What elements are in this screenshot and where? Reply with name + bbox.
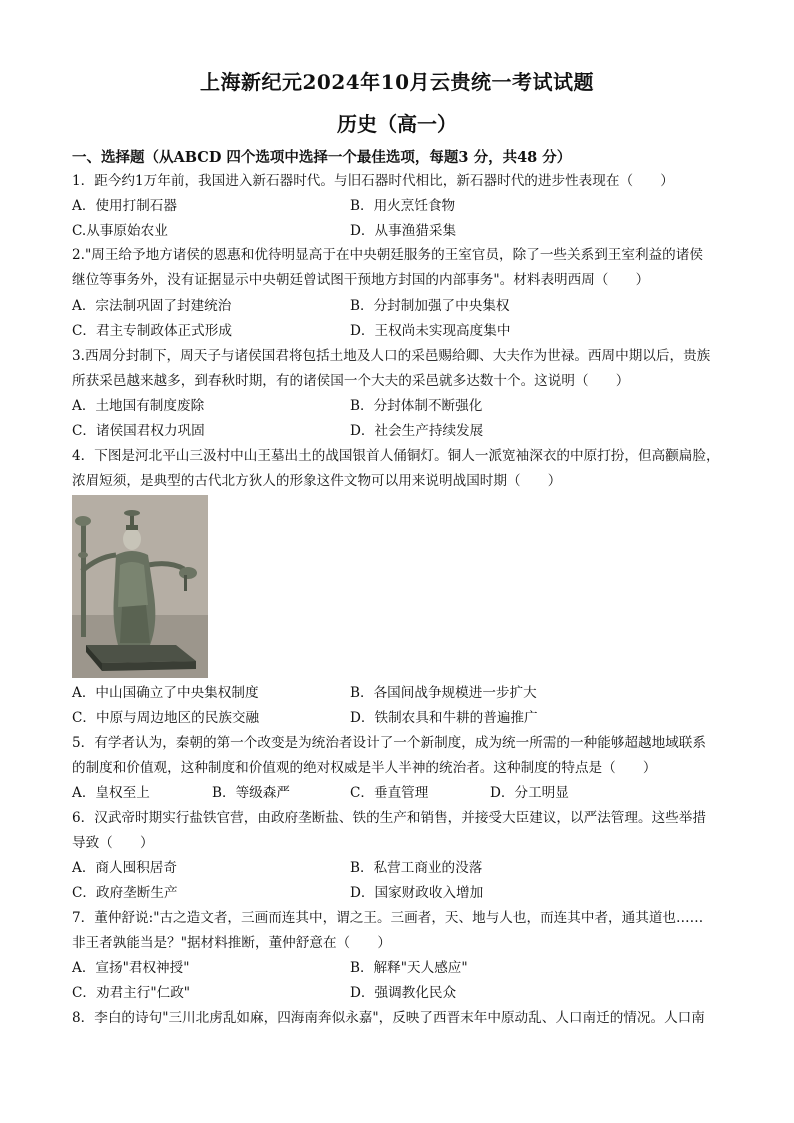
q3-option-d: D．社会生产持续发展: [350, 423, 484, 439]
exam-title: 上海新纪元2024年10月云贵统一考试试题: [200, 70, 594, 94]
question-8-stem-line1: 8．李白的诗句"三川北虏乱如麻，四海南奔似永嘉"，反映了西晋末年中原动乱、人口南迁的情况。人口南: [72, 1010, 705, 1026]
q5-option-d: D．分工明显: [490, 785, 569, 801]
q1-option-d: D．从事渔猎采集: [350, 223, 457, 239]
q7-option-d: D．强调教化民众: [350, 985, 457, 1001]
q5-option-b: B．等级森严: [212, 785, 290, 801]
q7-option-b: B．解释"天人感应": [350, 960, 468, 976]
q2-option-b: B．分封制加强了中央集权: [350, 298, 510, 314]
q6-option-c: C．政府垄断生产: [72, 885, 178, 901]
q1-option-a: A．使用打制石器: [72, 198, 177, 214]
q4-option-a: A．中山国确立了中央集权制度: [72, 685, 259, 701]
q1-option-b: B．用火烹饪食物: [350, 198, 456, 214]
q1-option-c: C.从事原始农业: [72, 223, 168, 239]
question-5-stem-line1: 5．有学者认为，秦朝的第一个改变是为统治者设计了一个新制度，成为统一所需的一种能够超越地域联系: [72, 735, 706, 751]
q3-option-b: B．分封体制不断强化: [350, 398, 483, 414]
q5-option-a: A．皇权至上: [72, 785, 150, 801]
q2-option-c: C．君主专制政体正式形成: [72, 323, 232, 339]
question-4-stem-line1: 4．下图是河北平山三汲村中山王墓出土的战国银首人俑铜灯。铜人一派宽袖深衣的中原打扮，但高颧扁脸，: [72, 448, 720, 464]
question-6-stem-line2: 导致（ ）: [72, 835, 154, 851]
question-3-stem-line1: 3.西周分封制下，周天子与诸侯国君将包括土地及人口的采邑赐给卿、大夫作为世禄。西周中期以后，贵族: [72, 348, 711, 364]
bronze-figure-lamp-image: [72, 495, 208, 678]
q4-option-d: D．铁制农具和牛耕的普遍推广: [350, 710, 538, 726]
question-7-stem-line2: 非王者孰能当是？"据材料推断，董仲舒意在（ ）: [72, 935, 391, 951]
q6-option-a: A．商人囤积居奇: [72, 860, 177, 876]
question-7-stem-line1: 7．董仲舒说:"古之造文者，三画而连其中，谓之王。三画者，天、地与人也，而连其中者，通其道也……: [72, 910, 704, 926]
q7-option-c: C．劝君主行"仁政": [72, 985, 191, 1001]
q7-option-a: A．宣扬"君权神授": [72, 960, 190, 976]
q5-option-c: C．垂直管理: [350, 785, 429, 801]
q6-option-b: B．私营工商业的没落: [350, 860, 483, 876]
q4-option-c: C．中原与周边地区的民族交融: [72, 710, 260, 726]
question-5-stem-line2: 的制度和价值观，这种制度和价值观的绝对权威是半人半神的统治者。这种制度的特点是（ ）: [72, 760, 657, 776]
subject-title: 历史（高一）: [337, 112, 457, 136]
question-1-stem: 1．距今约1万年前，我国进入新石器时代。与旧石器时代相比，新石器时代的进步性表现在（ ）: [72, 173, 674, 189]
q3-option-c: C．诸侯国君权力巩固: [72, 423, 205, 439]
question-6-stem-line1: 6．汉武帝时期实行盐铁官营，由政府垄断盐、铁的生产和销售，并接受大臣建议，以严法管理。这些举措: [72, 810, 706, 826]
q2-option-a: A．宗法制巩固了封建统治: [72, 298, 232, 314]
question-4-stem-line2: 浓眉短须，是典型的古代北方狄人的形象这件文物可以用来说明战国时期（ ）: [72, 473, 562, 489]
q6-option-d: D．国家财政收入增加: [350, 885, 484, 901]
q3-option-a: A．土地国有制度废除: [72, 398, 205, 414]
question-3-stem-line2: 所获采邑越来越多，到春秋时期，有的诸侯国一个大夫的采邑就多达数十个。这说明（ ）: [72, 373, 630, 389]
question-2-stem-line1: 2."周王给予地方诸侯的恩惠和优待明显高于在中央朝廷服务的王室官员，除了一些关系到王室利益的诸侯: [72, 247, 703, 263]
question-2-stem-line2: 继位等事务外，没有证据显示中央朝廷曾试图干预地方封国的内部事务"。材料表明西周（ ）: [72, 272, 650, 288]
q2-option-d: D．王权尚未实现高度集中: [350, 323, 511, 339]
section-heading: 一、选择题（从ABCD 四个选项中选择一个最佳选项，每题3 分，共48 分）: [72, 149, 572, 166]
q4-option-b: B．各国间战争规模进一步扩大: [350, 685, 537, 701]
